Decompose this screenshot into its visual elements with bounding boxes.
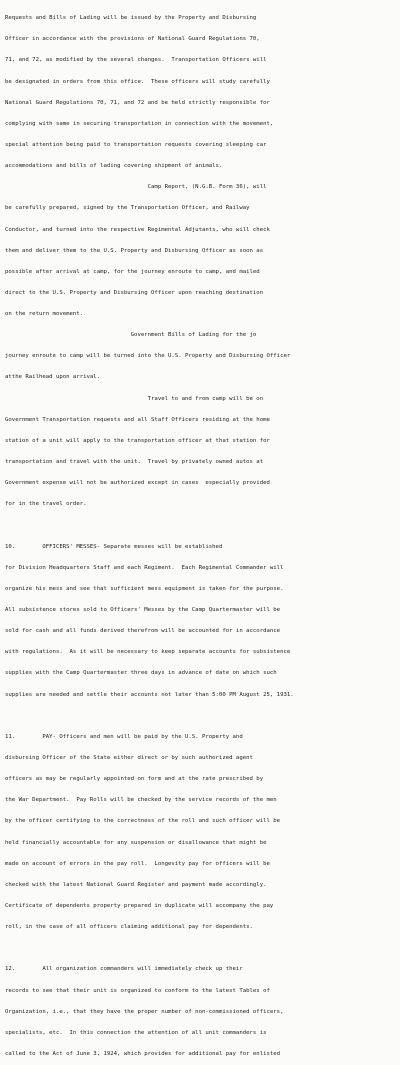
text-line: Travel to and from camp will be on bbox=[5, 395, 264, 402]
text-line: on the return movement. bbox=[5, 311, 84, 318]
text-line: Government expense will not be authorized except in cases especially provided bbox=[5, 480, 270, 487]
text-line: Officer in accordance with the provisions of National Guard Regulations 70, bbox=[5, 36, 260, 43]
text-line: direct to the U.S. Property and Disbursing Officer upon reaching destination bbox=[5, 289, 264, 296]
text-line: by the officer certifying to the correctness of the roll and such officer will be bbox=[5, 818, 281, 825]
text-line: 12. All organization commanders will immediately check up their bbox=[5, 966, 243, 973]
text-line bbox=[5, 713, 394, 720]
text-line: supplies are needed and settle their accounts not later than 5:00 PM August 25, 1931. bbox=[5, 691, 294, 698]
text-line: records to see that their unit is organized to conform to the latest Tables of bbox=[5, 987, 270, 994]
text-line: roll, in the case of all officers claiming additional pay for dependents. bbox=[5, 924, 253, 931]
text-line: journey enroute to camp will be turned into the U.S. Property and Disbursing Officer bbox=[5, 353, 291, 360]
text-line: supplies with the Camp Quartermaster three days in advance of date on which such bbox=[5, 670, 277, 677]
text-line: specialists, etc. In this connection the attention of all unit commanders is bbox=[5, 1029, 267, 1036]
text-line: Conductor, and turned into the respective Regimental Adjutants, who will check bbox=[5, 226, 270, 233]
text-line: sold for cash and all funds derived therefrom will be accounted for in accordance bbox=[5, 628, 281, 635]
text-line: station of a unit will apply to the transportation officer at that station for bbox=[5, 437, 270, 444]
text-line: transportation and travel with the unit. Travel by privately owned autos at bbox=[5, 459, 264, 466]
text-line: checked with the latest National Guard Register and payment made accordingly. bbox=[5, 881, 267, 888]
text-line: All subsistence stores sold to Officers' Messes by the Camp Quartermaster will be bbox=[5, 607, 281, 614]
text-line: be carefully prepared, signed by the Transportation Officer, and Railway bbox=[5, 205, 250, 212]
text-line: National Guard Regulations 70, 71, and 72 and be held strictly responsible for bbox=[5, 99, 270, 106]
text-line: accommodations and bills of lading covering shipment of animals. bbox=[5, 163, 223, 170]
text-line: Certificate of dependents property prepared in duplicate will accompany the pay bbox=[5, 903, 274, 909]
text-line: for Division Headquarters Staff and each Regiment. Each Regimental Commander will bbox=[5, 564, 284, 571]
text-line: atthe Railhead upon arrival. bbox=[5, 374, 101, 381]
text-line: 71, and 72, as modified by the several changes. Transportation Officers will bbox=[5, 57, 267, 64]
text-line: Government Bills of Lading for the jo bbox=[5, 332, 257, 339]
text-line: complying with same in securing transportation in connection with the movement, bbox=[5, 120, 274, 127]
text-line: the War Department. Pay Rolls will be checked by the service records of the men bbox=[5, 797, 277, 804]
text-line: disbursing Officer of the State either direct or by such authorized agent bbox=[5, 755, 253, 762]
text-line: 10. OFFICERS' MESSES- Separate messes will be established bbox=[5, 543, 223, 550]
text-line: possible after arrival at camp, for the journey enroute to camp, and mailed bbox=[5, 268, 260, 275]
text-line: Camp Report, (N.G.B. Form 36), will bbox=[5, 184, 267, 191]
text-line: special attention being paid to transportation requests covering sleeping car bbox=[5, 141, 267, 148]
text-line: made on account of errors in the pay roll. Longevity pay for officers will be bbox=[5, 860, 270, 867]
text-line: be designated in orders from this office. These officers will study carefully bbox=[5, 78, 270, 85]
text-line: for in the travel order. bbox=[5, 501, 87, 508]
text-line: them and deliver them to the U.S. Property and Disbursing Officer as soon as bbox=[5, 247, 264, 254]
text-line: Requests and Bills of Lading will be issued by the Property and Disbursing bbox=[5, 15, 257, 22]
text-line: Organization, i.e., that they have the proper number of non-commissioned officers, bbox=[5, 1008, 284, 1015]
text-line bbox=[5, 522, 394, 529]
text-line: with regulations. As it will be necessary to keep separate accounts for subsistence bbox=[5, 649, 291, 656]
text-line: organize his mess and see that sufficient mess equipment is taken for the purpose. bbox=[5, 585, 284, 592]
text-line: officers as may be regularly appointed on form and at the rate prescribed by bbox=[5, 776, 264, 783]
text-line: held financially accountable for any suspension or disallowance that might be bbox=[5, 839, 267, 846]
text-line: called to the Act of June 3, 1924, which provides for additional pay for enlisted bbox=[5, 1050, 281, 1057]
text-line: Government Transportation requests and all Staff Officers residing at the home bbox=[5, 416, 270, 423]
text-line: 11. PAY- Officers and men will be paid by the U.S. Property and bbox=[5, 733, 243, 740]
text-line bbox=[5, 945, 394, 952]
